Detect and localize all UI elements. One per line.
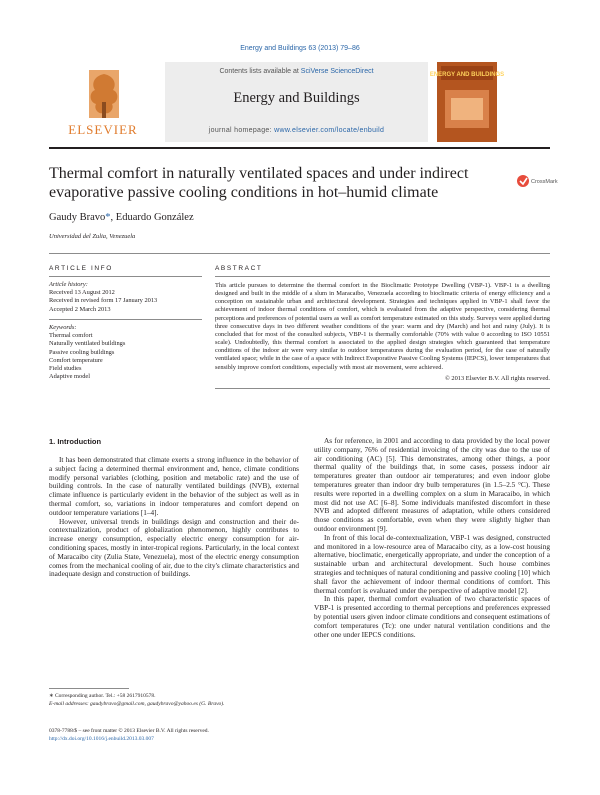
- title-rule: [49, 253, 550, 254]
- keyword: Naturally ventilated buildings: [49, 340, 126, 348]
- history-item: Received 13 August 2012: [49, 289, 115, 297]
- email-footnote[interactable]: E-mail addresses: gaudybravo@gmail.com, gaudybravo@yahoo.es (G. Bravo).: [49, 700, 225, 707]
- body-paragraph: However, universal trends in buildings design and construction and their de-contextualization, product of globalization phenomenon, highly contributes to increase energy consumption, especially electric energy consumption for air-conditioning spaces, mostly in inter-tropical regions. Particularly, in the local context of Maracaibo city (Zulia State, Venezuela), most of the electric energy consumption comes from the mechanical cooling of air, due to the city's climate characteristics and inadequate design and construction of buildings.: [49, 516, 299, 579]
- body-column-right: [314, 437, 550, 639]
- cover-title: ENERGY AND BUILDINGS: [429, 72, 505, 78]
- article-title: Thermal comfort in naturally ventilated spaces and under indirect evaporative passive cooling conditions in hot–humid climate: [49, 165, 469, 201]
- journal-title: Energy and Buildings: [233, 90, 360, 106]
- abstract-rule: [215, 276, 550, 277]
- doi-link[interactable]: http://dx.doi.org/10.1016/j.enbuild.2013.03.007: [49, 735, 154, 742]
- homepage-prefix: journal homepage:: [208, 127, 275, 134]
- footnote: [49, 693, 299, 708]
- body-column-left: [49, 456, 299, 579]
- article-info-heading: ARTICLE INFO: [49, 265, 113, 272]
- keyword: Thermal comfort: [49, 332, 93, 340]
- history-item: Received in revised form 17 January 2013: [49, 297, 158, 305]
- keyword: Field studies: [49, 365, 82, 373]
- keyword: Comfort temperature: [49, 356, 103, 364]
- body-paragraph: In front of this local de-contextualization, VBP-1 was designed, constructed and monitored in a low-resource area of Maracaibo city, as a low-cost housing alternative, bioclimatic, energetically appropriate, and under the conception of a sustainable urban and architectural development. Such house combines strategies and techniques of natural conditioning and passive cooling [10] which shall favor the achievement of indoor thermal conditions of comfort. This thermal comfort is evaluated under the perspective of adaptive model [2].: [314, 532, 550, 595]
- journal-homepage-line: [165, 127, 428, 134]
- abstract-copyright: © 2013 Elsevier B.V. All rights reserved.: [444, 375, 550, 382]
- history-label: Article history:: [49, 281, 88, 288]
- header-rule: [49, 147, 550, 149]
- keywords-list: [49, 324, 202, 381]
- body-paragraph: As for reference, in 2001 and according to data provided by the local power utility company, 76% of residential invoicing of the city was due to the use of air conditioning (AC) [5]. This demonstrates, among other things, a poor thermal quality of the buildings that, in some cases, possess indoor air temperatures greater than outdoor air temperatures; and even indoor globe temperatures greater than indoor dry bulb temperatures (in 1.5–2.5 °C). These results were reported in a dwelling complex on a slum in Maracaibo, in which most did not use AC [6–8]. Some individuals manifested discomfort in these NVB and adopted different measures of adaptation, while others considered those conditions as comfortable, even when they were slightly higher than outdoor environment [9].: [314, 436, 550, 533]
- sciencedirect-link[interactable]: SciVerse ScienceDirect: [300, 68, 374, 75]
- issn-line: 0378-7788/$ – see front matter © 2013 Elsevier B.V. All rights reserved.: [49, 728, 209, 734]
- article-history: [49, 281, 202, 314]
- crossmark-label: CrossMark: [531, 179, 558, 185]
- abstract-text: This article pursues to determine the thermal comfort in the Bioclimatic Prototype Dwelling (VBP-1). VBP-1 is a dwelling designed and built in the middle of a slum in Maracaibo, Venezuela according to bioclimatic criteria of energy efficiency and a conception on sustainable urban and architectural development. Strategies and techniques applied in VBP-1 shall favor the achievement of indoor thermal conditions of comfort, which is evaluated from the adaptive perspective, considering thermal perceptions and preferences of potential users as well as comfort temperature estimated on this study. Surveys were applied during three consecutive days in two different weather conditions of the year: warm and dry (March) and hot and rainy (July). It is concluded that for most of the consulted subjects, VBP-1 is thermally comfortable (70% with value 0 according to ISO 10551 scale). Undoubtedly, this thermal comfort is associated to the applied design strategies which guaranteed that temperature conditions of the indoor air were very similar to outdoor temperatures during the evaluation period, for the case of naturally ventilated space; while in the case of a space with Indirect Evaporative Passive Cooling Systems (IEPCS), lower temperatures that sensibly improve comfort conditions, especially with most air movement, were achieved.: [215, 282, 550, 371]
- issn-block: [49, 728, 349, 743]
- history-item: Accepted 2 March 2013: [49, 305, 111, 313]
- corresponding-author-footnote: ∗ Corresponding author. Tel.: +58 2617910578.: [49, 693, 156, 699]
- affiliation: Universidad del Zulia, Venezuela: [49, 233, 136, 240]
- journal-reference[interactable]: Energy and Buildings 63 (2013) 79–86: [240, 45, 360, 52]
- publisher-wordmark: ELSEVIER: [68, 122, 138, 137]
- journal-cover-image: [429, 62, 505, 142]
- contents-line: [165, 68, 428, 75]
- author-list: Gaudy Bravo*, Eduardo González: [49, 212, 194, 223]
- keywords-rule: [49, 319, 202, 320]
- crossmark-icon: [516, 170, 556, 196]
- keyword: Adaptive model: [49, 373, 90, 381]
- introduction-heading: 1. Introduction: [49, 437, 102, 446]
- body-paragraph: It has been demonstrated that climate exerts a strong influence in the behavior of a subject facing a determined thermal environment and, hence, climate conditions modify personal variables (clothing, position and metabolic rate) and the use of building controls. In the case of naturally ventilated buildings (NVB), external climate influence is particularly evident in the behavior of the subject as well as in thermal comfort, so, variations in indoor temperatures and comfort depend on outdoor temperature variations [1–4].: [49, 455, 299, 517]
- abstract-heading: ABSTRACT: [215, 265, 263, 272]
- body-paragraph: In this paper, thermal comfort evaluation of two characteristic spaces of VBP-1 is presented according to thermal perceptions and preferences expressed by potential users given indoor climate conditions and consequent estimations of comfort temperatures (Tc): one under natural ventilation conditions and the other one under IEPCS conditions.: [314, 594, 550, 639]
- homepage-link[interactable]: www.elsevier.com/locate/enbuild: [274, 127, 385, 134]
- footnote-rule: [49, 688, 129, 689]
- author-2[interactable]: Eduardo González: [115, 212, 194, 223]
- corresponding-author-mark[interactable]: *: [105, 212, 111, 223]
- author-1[interactable]: Gaudy Bravo: [49, 212, 106, 223]
- abstract-bottom-rule: [215, 388, 550, 389]
- crossmark-badge[interactable]: [516, 170, 556, 196]
- keyword: Passive cooling buildings: [49, 348, 115, 356]
- contents-prefix: Contents lists available at: [219, 68, 301, 75]
- elsevier-logo: [49, 62, 157, 142]
- elsevier-tree-icon: [49, 62, 157, 142]
- keywords-label: Keywords:: [49, 324, 77, 331]
- article-info-rule: [49, 276, 202, 277]
